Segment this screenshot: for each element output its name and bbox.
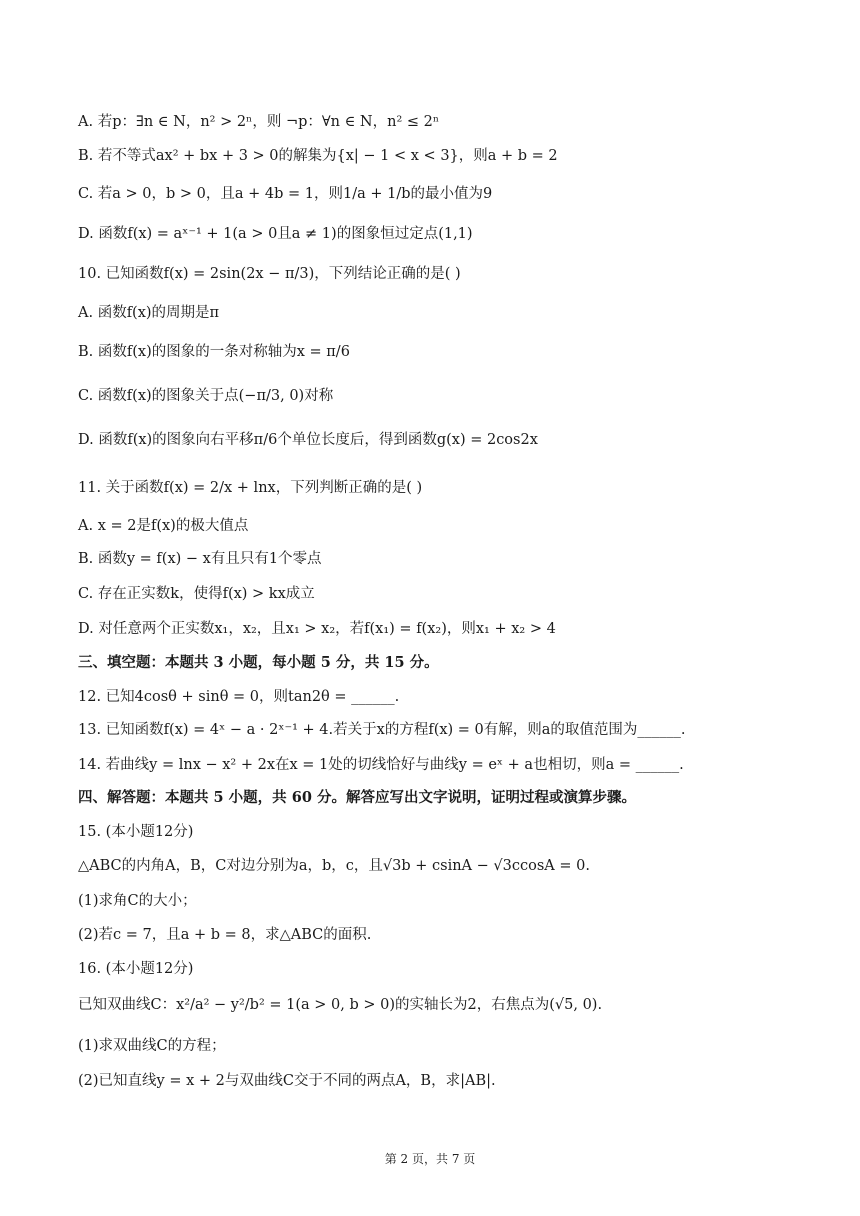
section-answer-heading: 四、解答题：本题共 5 小题，共 60 分。解答应写出文字说明，证明过程或演算步骤。 bbox=[78, 789, 636, 806]
question-10: 10. 已知函数f(x) = 2sin(2x − π/3)，下列结论正确的是( ) bbox=[78, 266, 461, 282]
question-12: 12. 已知4cosθ + sinθ = 0，则tan2θ = ______. bbox=[78, 689, 400, 705]
question-16-stem: 已知双曲线C：x²/a² − y²/b² = 1(a > 0, b > 0)的实轴长为2，右焦点为(√5, 0). bbox=[78, 997, 603, 1013]
option-11c: C. 存在正实数k，使得f(x) > kx成立 bbox=[78, 586, 315, 602]
option-10a: A. 函数f(x)的周期是π bbox=[78, 305, 220, 321]
question-15-title: 15. (本小题12分) bbox=[78, 824, 194, 840]
question-13: 13. 已知函数f(x) = 4ˣ − a · 2ˣ⁻¹ + 4.若关于x的方程f(x) = 0有解，则a的取值范围为______. bbox=[78, 722, 686, 738]
option-11b: B. 函数y = f(x) − x有且只有1个零点 bbox=[78, 551, 322, 567]
option-10d: D. 函数f(x)的图象向右平移π/6个单位长度后，得到函数g(x) = 2cos2x bbox=[78, 432, 538, 448]
question-15-part-2: (2)若c = 7，且a + b = 8，求△ABC的面积. bbox=[78, 927, 372, 943]
question-15-part-1: (1)求角C的大小； bbox=[78, 893, 197, 909]
option-10c: C. 函数f(x)的图象关于点(−π/3, 0)对称 bbox=[78, 388, 334, 404]
option-11d: D. 对任意两个正实数x₁，x₂，且x₁ > x₂，若f(x₁) = f(x₂)，则x₁ + x₂ > 4 bbox=[78, 621, 556, 637]
question-16-title: 16. (本小题12分) bbox=[78, 961, 194, 977]
option-11a: A. x = 2是f(x)的极大值点 bbox=[78, 518, 249, 534]
option-9c: C. 若a > 0，b > 0，且a + 4b = 1，则1/a + 1/b的最小值为9 bbox=[78, 186, 493, 202]
question-16-part-2: (2)已知直线y = x + 2与双曲线C交于不同的两点A，B，求|AB|. bbox=[78, 1073, 496, 1089]
section-fill-in-heading: 三、填空题：本题共 3 小题，每小题 5 分，共 15 分。 bbox=[78, 654, 439, 671]
page-footer: 第 2 页，共 7 页 bbox=[384, 1152, 476, 1166]
question-16-part-1: (1)求双曲线C的方程； bbox=[78, 1038, 226, 1054]
question-14: 14. 若曲线y = lnx − x² + 2x在x = 1处的切线恰好与曲线y = eˣ + a也相切，则a = ______. bbox=[78, 757, 684, 773]
option-9b: B. 若不等式ax² + bx + 3 > 0的解集为{x| − 1 < x < 3}，则a + b = 2 bbox=[78, 148, 558, 164]
question-11: 11. 关于函数f(x) = 2/x + lnx，下列判断正确的是( ) bbox=[78, 480, 423, 496]
option-10b: B. 函数f(x)的图象的一条对称轴为x = π/6 bbox=[78, 344, 350, 360]
option-9d: D. 函数f(x) = aˣ⁻¹ + 1(a > 0且a ≠ 1)的图象恒过定点(1,1) bbox=[78, 226, 473, 242]
option-9a: A. 若p：∃n ∈ N，n² > 2ⁿ，则 ¬p：∀n ∈ N，n² ≤ 2ⁿ bbox=[78, 114, 440, 130]
question-15-stem: △ABC的内角A，B，C对边分别为a，b，c，且√3b + csinA − √3ccosA = 0. bbox=[78, 858, 590, 874]
